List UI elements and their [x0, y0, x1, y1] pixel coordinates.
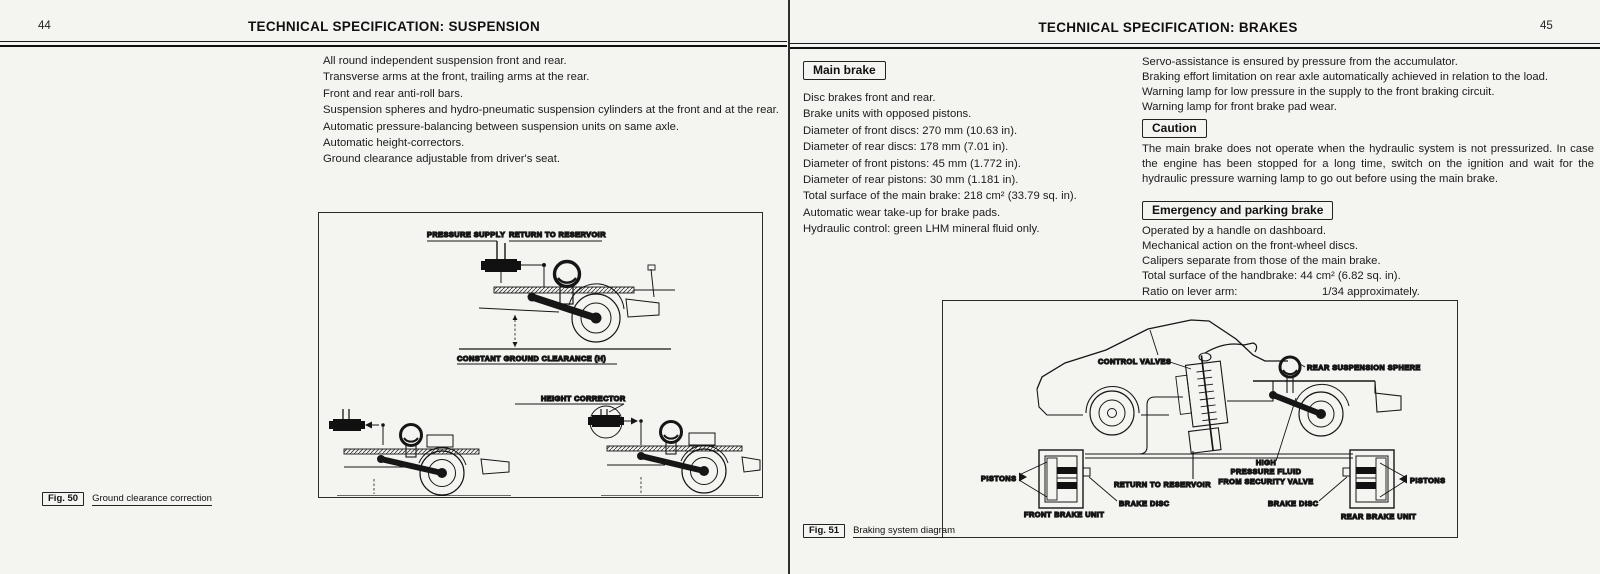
servo-spec-list: [1142, 55, 1600, 115]
braking-figure-drawing: [943, 301, 1456, 536]
suspension-spec-list: [323, 53, 778, 168]
high-pressure-label-1: HIGH: [1255, 458, 1277, 467]
main-brake-spec-list: [803, 90, 1143, 238]
spec-line: Automatic height-correctors.: [323, 137, 465, 150]
spec-line: Diameter of rear pistons: 30 mm (1.181 in).: [803, 174, 1019, 187]
figure-50-frame: [318, 212, 763, 498]
ratio-label: Ratio on lever arm:: [1142, 286, 1238, 298]
spec-line: Automatic pressure-balancing between suspension units on same axle.: [323, 120, 680, 133]
figure-51-tag: Fig. 51: [803, 524, 845, 538]
spec-line: Brake units with opposed pistons.: [803, 108, 972, 121]
left-header-rule-thin: [0, 41, 787, 42]
main-brake-heading: Main brake: [803, 61, 886, 80]
right-page-number: 45: [1540, 20, 1553, 32]
right-page-title: TECHNICAL SPECIFICATION: BRAKES: [1038, 20, 1298, 35]
return-to-reservoir-label: RETURN TO RESERVOIR: [509, 230, 606, 239]
spec-line: Ground clearance adjustable from driver's seat.: [323, 153, 560, 166]
constant-ground-clearance-label: CONSTANT GROUND CLEARANCE (H): [457, 354, 607, 363]
spec-line: Total surface of the handbrake: 44 cm² (6.82 sq. in).: [1142, 270, 1401, 282]
spec-line: Total surface of the main brake: 218 cm² (33.79 sq. in).: [803, 190, 1077, 203]
left-header-rule-thick: [0, 45, 787, 48]
figure-50-caption: [42, 492, 212, 506]
brake-disc-right-label: BRAKE DISC: [1268, 499, 1319, 508]
spec-line: Diameter of front discs: 270 mm (10.63 in).: [803, 124, 1018, 137]
ratio-value: 1/34 approximately.: [1322, 286, 1420, 298]
figure-51-title: Braking system diagram: [853, 524, 955, 536]
spec-line: Mechanical action on the front-wheel discs.: [1142, 240, 1359, 252]
spec-line: Suspension spheres and hydro-pneumatic suspension cylinders at the front and at the rear.: [323, 104, 779, 117]
caution-heading: Caution: [1142, 119, 1207, 138]
brake-disc-left-label: BRAKE DISC: [1119, 499, 1170, 508]
figure-51-caption: [803, 524, 955, 538]
spec-line: Hydraulic control: green LHM mineral fluid only.: [803, 223, 1040, 236]
spec-line: Transverse arms at the front, trailing arms at the rear.: [323, 71, 590, 84]
spec-line: Disc brakes front and rear.: [803, 92, 936, 104]
return-to-reservoir-label: RETURN TO RESERVOIR: [1114, 480, 1211, 489]
spec-line: Braking effort limitation on rear axle automatically achieved in relation to the load.: [1142, 70, 1549, 83]
left-page-title: TECHNICAL SPECIFICATION: SUSPENSION: [247, 19, 541, 34]
spec-line: Warning lamp for front brake pad wear.: [1142, 100, 1337, 113]
spec-line: Front and rear anti-roll bars.: [323, 87, 464, 100]
figure-50-title: Ground clearance correction: [92, 492, 212, 504]
left-page-number: 44: [38, 20, 51, 32]
rear-suspension-sphere-label: REAR SUSPENSION SPHERE: [1307, 363, 1421, 372]
caution-paragraph: The main brake does not operate when the hydraulic system is not pressurized. In case the engine has been stopped for a long time, switch on the ignition and wait for the hydraulic pressure warning lamp to go out before using the main brake.: [1142, 143, 1594, 185]
page-gutter-divider: [788, 0, 790, 574]
spec-line: Diameter of rear discs: 178 mm (7.01 in).: [803, 141, 1009, 154]
spec-line: Automatic wear take-up for brake pads.: [803, 206, 1001, 219]
rear-brake-unit-label: REAR BRAKE UNIT: [1341, 512, 1417, 521]
front-brake-unit-label: FRONT BRAKE UNIT: [1024, 510, 1105, 519]
figure-50-tag: Fig. 50: [42, 492, 84, 506]
spec-line: Diameter of front pistons: 45 mm (1.772 in).: [803, 157, 1021, 170]
spec-line: Servo-assistance is ensured by pressure from the accumulator.: [1142, 56, 1458, 68]
pistons-right-label: PISTONS: [1410, 476, 1446, 485]
high-pressure-label-2: PRESSURE FLUID: [1230, 467, 1302, 476]
emergency-brake-heading: Emergency and parking brake: [1142, 201, 1333, 220]
spec-line: Warning lamp for low pressure in the supply to the front braking circuit.: [1142, 85, 1495, 98]
control-valves-label: CONTROL VALVES: [1098, 357, 1172, 366]
pistons-left-label: PISTONS: [981, 474, 1017, 483]
emergency-spec-list: [1142, 224, 1600, 284]
right-header-rule-thick: [790, 47, 1600, 50]
suspension-figure-drawing: [319, 213, 761, 496]
pressure-supply-label: PRESSURE SUPPLY: [427, 230, 506, 239]
right-header-rule-thin: [790, 43, 1600, 44]
spec-line: Operated by a handle on dashboard.: [1142, 225, 1327, 237]
spec-line: Calipers separate from those of the main brake.: [1142, 255, 1381, 267]
figure-51-frame: [942, 300, 1458, 538]
height-corrector-label: HEIGHT CORRECTOR: [541, 394, 626, 403]
spec-line: All round independent suspension front and rear.: [323, 55, 567, 67]
high-pressure-label-3: FROM SECURITY VALVE: [1218, 477, 1314, 486]
